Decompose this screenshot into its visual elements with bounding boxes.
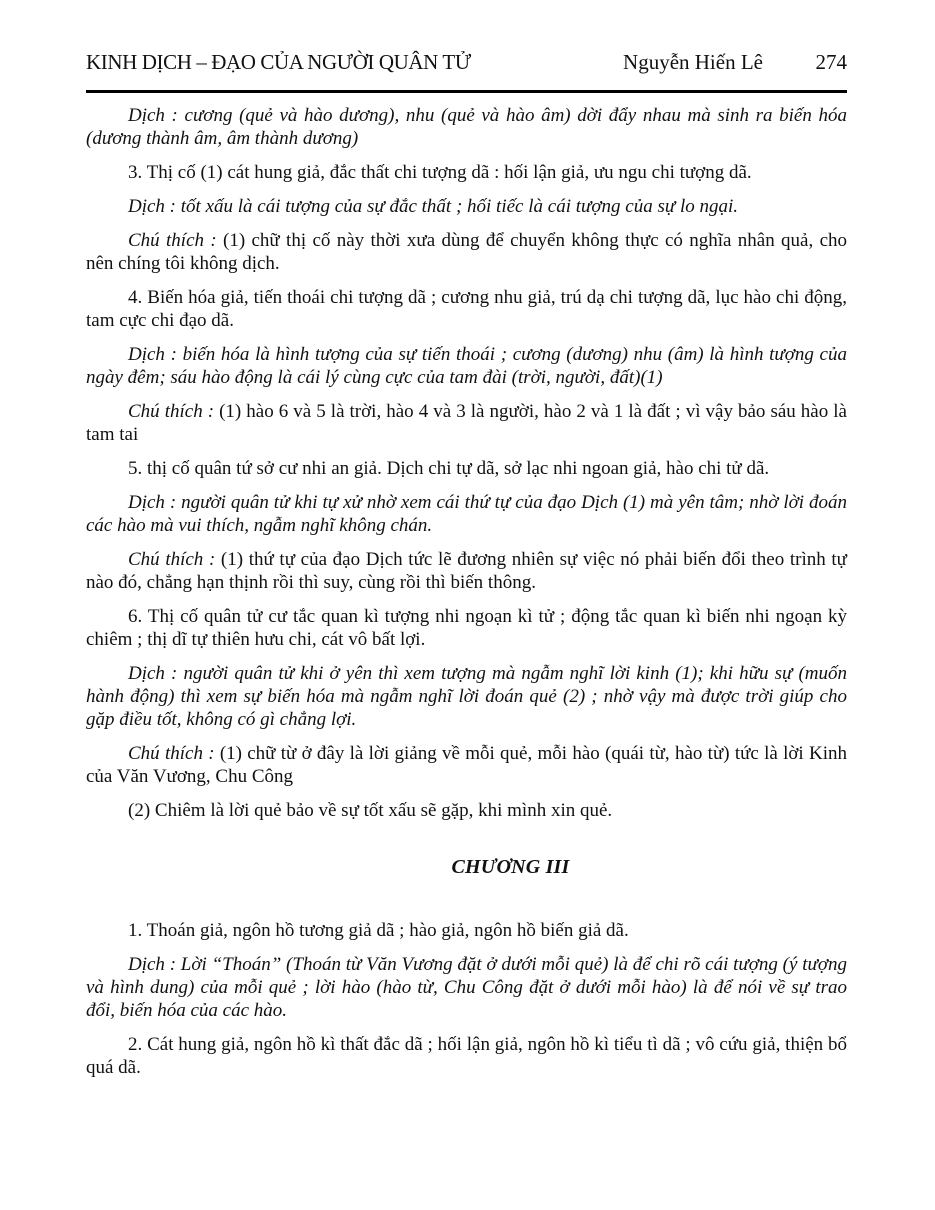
paragraph-lead: Chú thích : (128, 549, 216, 570)
paragraph (86, 548, 847, 594)
paragraph-text: (1) thứ tự của đạo Dịch tức lẽ đương nhiên sự việc nó phải biến đổi theo trình tự nào đó, chẳng hạn thịnh rồi thì suy, cùng rồi thì biến thông. (86, 549, 847, 593)
paragraph: Dịch : người quân tử khi tự xử nhờ xem cái thứ tự của đạo Dịch (1) mà yên tâm; nhờ lời đoán các hào mà vui thích, ngẫm nghĩ không chán. (86, 492, 847, 536)
paragraph-lead: Chú thích : (128, 401, 215, 422)
paragraph: 1. Thoán giả, ngôn hồ tương giả dã ; hào giả, ngôn hồ biến giả dã. (128, 920, 629, 941)
paragraph: 2. Cát hung giả, ngôn hồ kì thất đắc dã ; hối lận giả, ngôn hồ kì tiểu tì dã ; vô cứu giả, thiện bổ quá dã. (86, 1034, 847, 1078)
page-body (86, 104, 847, 1079)
paragraph-text: (1) hào 6 và 5 là trời, hào 4 và 3 là người, hào 2 và 1 là đất ; vì vậy bảo sáu hào là tam tai (86, 401, 847, 445)
header-right (623, 50, 847, 75)
author-name: Nguyễn Hiến Lê (623, 50, 763, 74)
paragraph-lead: Chú thích : (128, 743, 215, 764)
paragraph (86, 229, 847, 275)
paragraph: Dịch : tốt xấu là cái tượng của sự đắc thất ; hối tiếc là cái tượng của sự lo ngại. (128, 196, 739, 217)
paragraph (86, 742, 847, 788)
paragraph: Dịch : người quân tử khi ở yên thì xem tượng mà ngẫm nghĩ lời kinh (1); khi hữu sự (muốn hành động) thì xem sự biến hóa mà ngẫm nghĩ lời đoán quẻ (2) ; nhờ vậy mà được trời giúp cho gặp điều tốt, không có gì chẳng lợi. (86, 663, 847, 730)
paragraph: Dịch : biến hóa là hình tượng của sự tiến thoái ; cương (dương) nhu (âm) là hình tượng của ngày đêm; sáu hào động là cái lý cùng cực của tam đài (trời, người, đất)(1) (86, 344, 847, 388)
paragraph: (2) Chiêm là lời quẻ bảo về sự tốt xấu sẽ gặp, khi mình xin quẻ. (128, 800, 613, 821)
paragraph: Dịch : Lời “Thoán” (Thoán từ Văn Vương đặt ở dưới mỗi quẻ) là để chi rõ cái tượng (ý tượng và hình dung) của mỗi quẻ ; lời hào (hào từ, Chu Công đặt ở dưới mỗi hào) là để nói về sự trao đổi, biến hóa của các hào. (86, 954, 847, 1021)
chapter-heading: CHƯƠNG III (451, 856, 570, 878)
page-number: 274 (815, 50, 847, 74)
paragraph: 5. thị cố quân tứ sở cư nhi an giả. Dịch chi tự dã, sở lạc nhi ngoan giả, hào chi tử dã. (128, 458, 770, 479)
paragraph (86, 400, 847, 446)
paragraph-text: (1) chữ từ ở đây là lời giảng về mỗi quẻ, mỗi hào (quái từ, hào từ) tức là lời Kinh của Văn Vương, Chu Công (86, 743, 847, 787)
paragraph-text: (1) chữ thị cố này thời xưa dùng để chuyển không thực có nghĩa nhân quả, cho nên chíng tôi không dịch. (86, 230, 847, 274)
paragraph: 6. Thị cố quân tử cư tắc quan kì tượng nhi ngoạn kì tử ; động tắc quan kì biến nhi ngoạn kỳ chiêm ; thị dĩ tự thiên hưu chi, cát vô bất lợi. (86, 606, 847, 650)
paragraph: 4. Biến hóa giả, tiến thoái chi tượng dã ; cương nhu giả, trú dạ chi tượng dã, lục hào chi động, tam cực chi đạo dã. (86, 287, 847, 331)
page-header (86, 50, 847, 75)
paragraph: 3. Thị cố (1) cát hung giả, đắc thất chi tượng dã : hối lận giả, ưu ngu chi tượng dã. (128, 162, 752, 183)
paragraph: Dịch : cương (quẻ và hào dương), nhu (quẻ và hào âm) dời đẩy nhau mà sinh ra biến hóa (dương thành âm, âm thành dương) (86, 105, 847, 149)
running-title: KINH DỊCH – ĐẠO CỦA NGƯỜI QUÂN TỬ (86, 50, 471, 74)
header-rule (86, 90, 847, 93)
paragraph-lead: Chú thích : (128, 230, 217, 251)
